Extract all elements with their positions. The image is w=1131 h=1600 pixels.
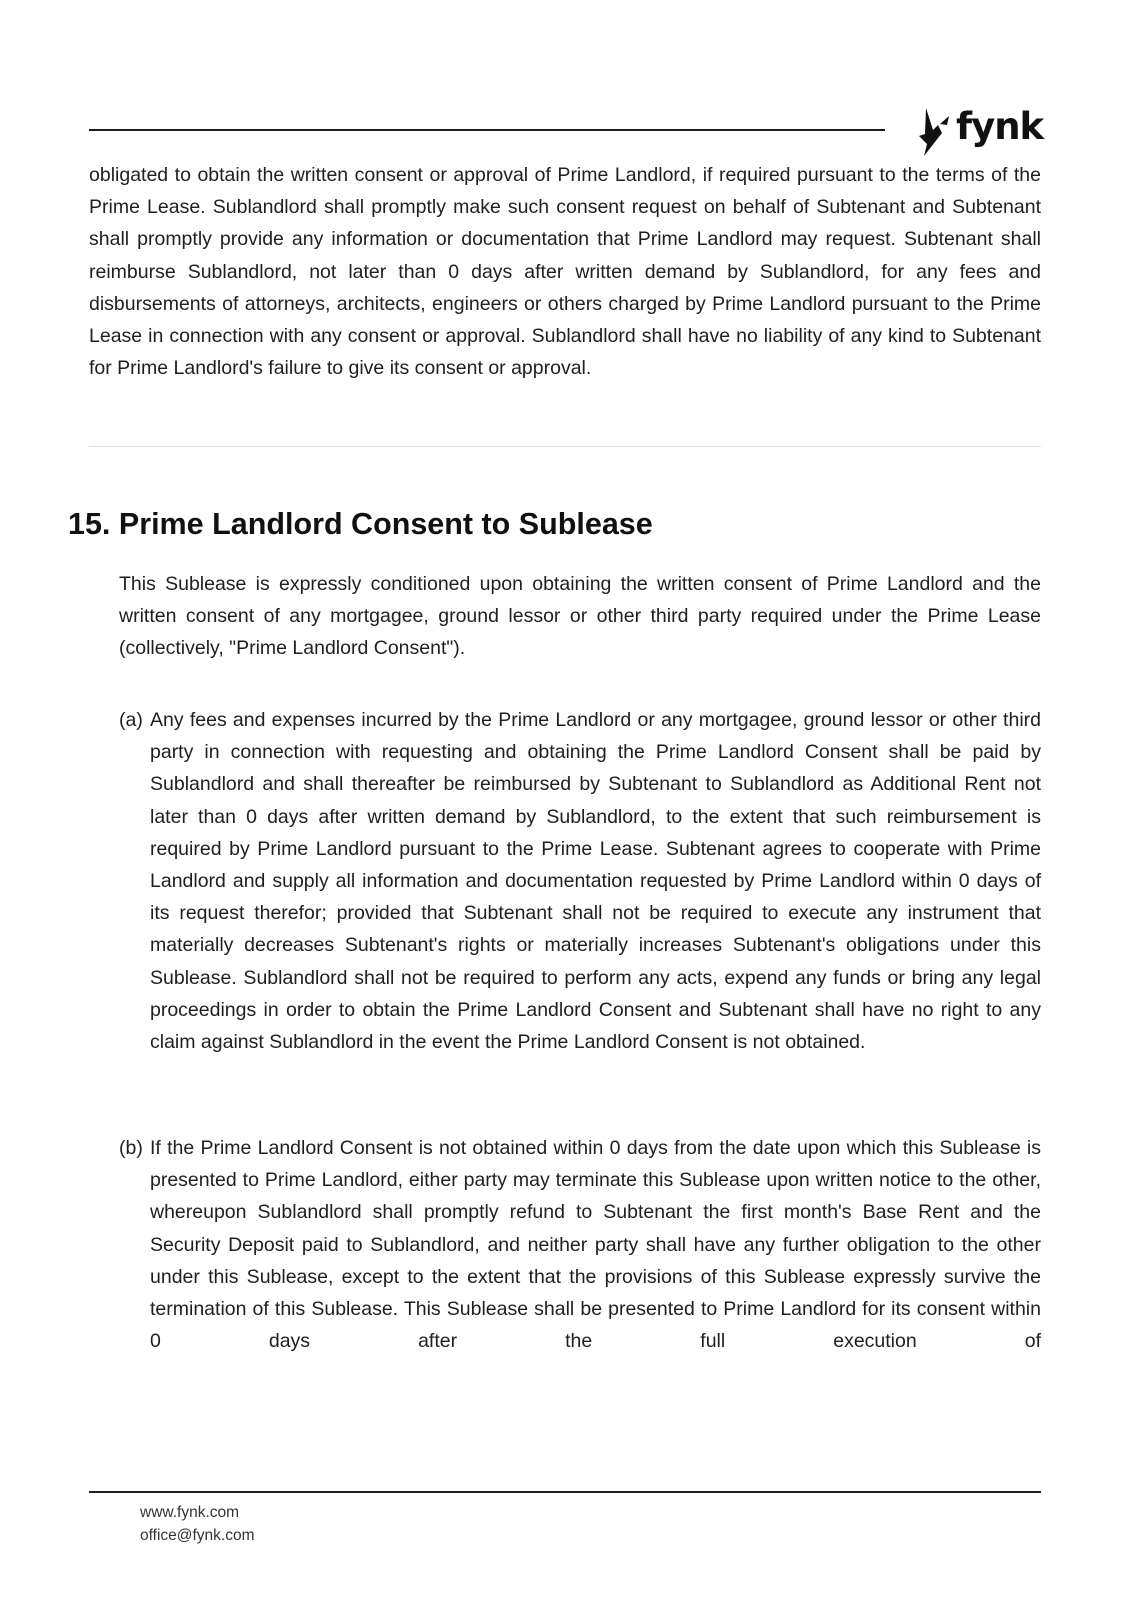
section-title: 15. Prime Landlord Consent to Sublease	[68, 507, 653, 541]
footer-email-link[interactable]: office@fynk.com	[140, 1527, 255, 1544]
section-body: This Sublease is expressly conditioned upon obtaining the written consent of Prime Landlord and the written consent of any mortgagee, ground lessor or other third party required under the Prime Lease (collectively, "Prime Landlord Consent").	[119, 573, 1041, 660]
fynk-logo	[916, 104, 1046, 160]
footer-website-link[interactable]: www.fynk.com	[140, 1504, 240, 1521]
list-item-label: (b)	[119, 1137, 143, 1159]
header-rule	[89, 129, 885, 131]
list-item-text: If the Prime Landlord Consent is not obtained within 0 days from the date upon which this Sublease is presented to Prime Landlord, either party may terminate this Sublease upon written notice to the other, whereupon Sublandlord shall promptly refund to Subtenant the first month's Base Rent and the Security Deposit paid to Sublandlord, and neither party shall have any further obligation to the other under this Sublease, except to the extent that the provisions of this Sublease expressly survive the termination of this Sublease. This Sublease shall be presented to Prime Landlord for its consent within 0 days after the full execution of	[150, 1137, 1041, 1353]
logo-text: fynk	[956, 105, 1044, 148]
intro-paragraph: obligated to obtain the written consent or approval of Prime Landlord, if required pursuant to the terms of the Prime Lease. Sublandlord shall promptly make such consent request on behalf of Subtenant and Subtenant shall promptly provide any information or documentation that Prime Landlord may request. Subtenant shall reimburse Sublandlord, not later than 0 days after written demand by Sublandlord, for any fees and disbursements of attorneys, architects, engineers or others charged by Prime Landlord pursuant to the Prime Lease in connection with any consent or approval. Sublandlord shall have no liability of any kind to Subtenant for Prime Landlord's failure to give its consent or approval.	[89, 164, 1041, 380]
list-item-text: Any fees and expenses incurred by the Prime Landlord or any mortgagee, ground lessor or other third party in connection with requesting and obtaining the Prime Landlord Consent shall be paid by Sublandlord and shall thereafter be reimbursed by Subtenant to Sublandlord as Additional Rent not later than 0 days after written demand by Sublandlord, to the extent that such reimbursement is required by Prime Landlord pursuant to the Prime Lease. Subtenant agrees to cooperate with Prime Landlord and supply all information and documentation requested by Prime Landlord within 0 days of its request therefor; provided that Subtenant shall not be required to execute any instrument that materially decreases Subtenant's rights or materially increases Subtenant's obligations under this Sublease. Sublandlord shall not be required to perform any acts, expend any funds or bring any legal proceedings in order to obtain the Prime Landlord Consent and Subtenant shall have no right to any claim against Sublandlord in the event the Prime Landlord Consent is not obtained.	[150, 709, 1041, 1054]
section-divider	[89, 446, 1041, 447]
bird-icon	[916, 106, 956, 158]
list-item-label: (a)	[119, 709, 143, 731]
footer-rule	[89, 1491, 1041, 1493]
